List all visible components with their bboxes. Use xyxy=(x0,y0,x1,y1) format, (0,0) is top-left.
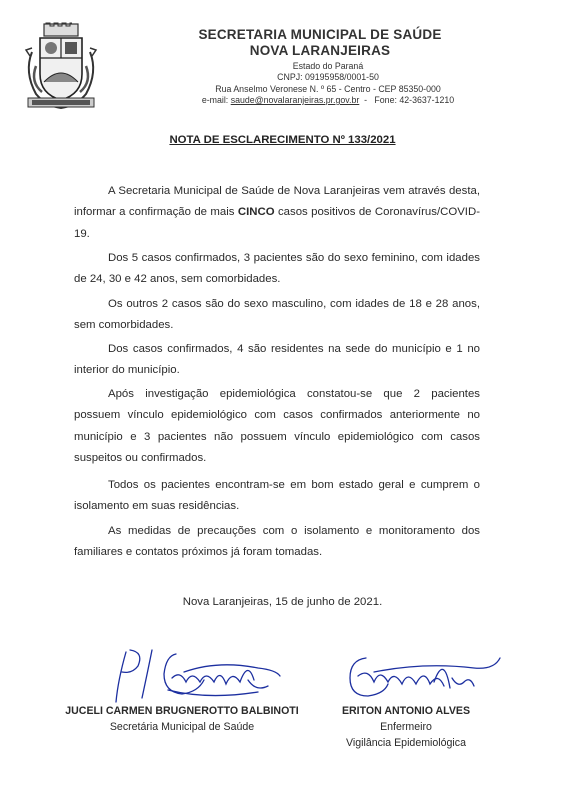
paragraph-4: Dos casos confirmados, 4 são residentes na sede do município e 1 no interior do município. xyxy=(74,343,480,377)
signature-1 xyxy=(108,640,288,710)
secretaria-title: SECRETARIA MUNICIPAL DE SAÚDE xyxy=(198,27,442,42)
email-prefix: e-mail: xyxy=(201,95,231,105)
email-link[interactable]: saude@novalaranjeiras.pr.gov.br xyxy=(230,95,360,105)
paragraph-2: Dos 5 casos confirmados, 3 pacientes são do sexo feminino, com idades de 24, 30 e 42 anos, sem comorbidades. xyxy=(74,252,480,286)
signature-2 xyxy=(334,648,504,708)
signatory-1-name: JUCELI CARMEN BRUGNEROTTO BALBINOTI xyxy=(65,705,299,717)
contact-line xyxy=(118,95,538,105)
paragraph-1 xyxy=(74,181,480,245)
paragraph-6: Todos os pacientes encontram-se em bom estado geral e cumprem o isolamento em suas residências. xyxy=(74,479,480,513)
signatory-2-name: ERITON ANTONIO ALVES xyxy=(341,705,471,717)
document-heading: NOTA DE ESCLARECIMENTO Nº 133/2021 xyxy=(169,134,396,146)
p1-text-end: casos positivos de Coronavírus/COVID-19. xyxy=(74,206,480,240)
signatory-1 xyxy=(62,703,302,735)
cnpj-label: CNPJ: 09195958/0001-50 xyxy=(277,72,379,82)
paragraph-3: Os outros 2 casos são do sexo masculino, com idades de 18 e 28 anos, sem comorbidades. xyxy=(74,298,480,332)
document-date: Nova Laranjeiras, 15 de junho de 2021. xyxy=(182,596,383,608)
state-label: Estado do Paraná xyxy=(292,61,364,71)
p1-text-start: A Secretaria Municipal de Saúde de Nova Laranjeiras vem através desta, informar a confirmação de mais xyxy=(74,185,480,219)
address-label: Rua Anselmo Veronese N. º 65 - Centro - CEP 85350-000 xyxy=(215,84,441,94)
phone-label: - Fone: 42-3637-1210 xyxy=(359,95,455,105)
municipality-title: NOVA LARANJEIRAS xyxy=(249,43,391,58)
paragraph-7: As medidas de precauções com o isolamento e monitoramento dos familiares e contatos próximos já foram tomadas. xyxy=(74,525,480,559)
signatory-2-dept: Vigilância Epidemiológica xyxy=(346,737,466,749)
signatory-1-role: Secretária Municipal de Saúde xyxy=(109,721,255,733)
coat-of-arms-logo xyxy=(22,22,100,112)
signatory-2-role: Enfermeiro xyxy=(380,721,432,733)
paragraph-5: Após investigação epidemiológica constatou-se que 2 pacientes possuem vínculo epidemiológico com casos confirmados anteriormente no município e 3 pacientes não possuem vínculo epidemiológico com casos suspeitos ou confirmados. xyxy=(74,388,480,464)
p1-bold-count: CINCO xyxy=(237,206,275,219)
signatory-2 xyxy=(306,703,506,751)
